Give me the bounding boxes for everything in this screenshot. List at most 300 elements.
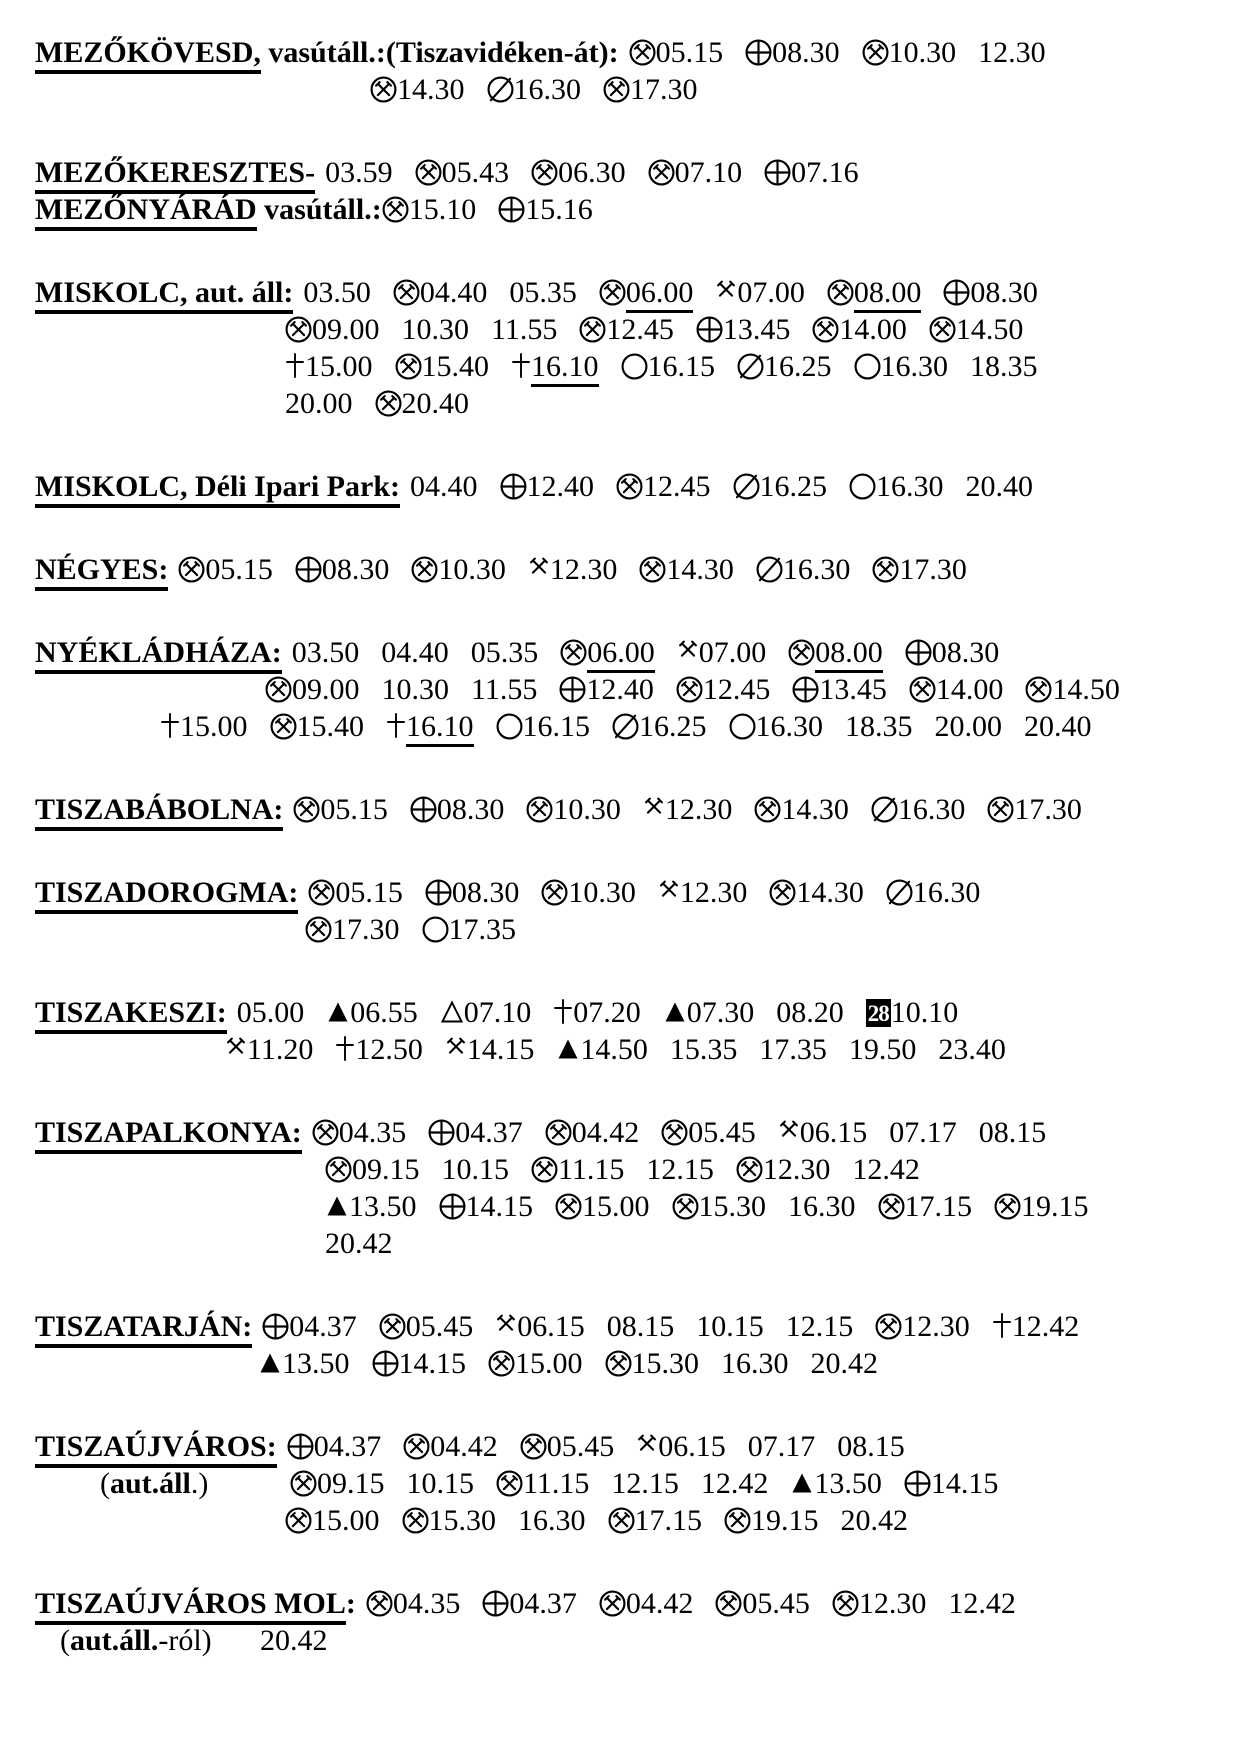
- departure-time: [312, 1116, 407, 1149]
- departure-time: [776, 996, 844, 1029]
- departure-time: [439, 1190, 534, 1223]
- departure-time: [487, 73, 582, 106]
- time-text: 10.15: [441, 1153, 509, 1186]
- station-label: [35, 191, 382, 228]
- station-label: [35, 553, 168, 586]
- departure-time: [292, 636, 360, 669]
- departure-time: [904, 1467, 999, 1500]
- departure-time: [308, 876, 403, 909]
- time-text: 12.30: [762, 1153, 831, 1186]
- plus-icon: [386, 712, 406, 739]
- slash-circled-icon: [733, 473, 760, 500]
- timetable-section: [35, 1308, 1222, 1382]
- departure-time: [663, 996, 755, 1029]
- time-text: 16.15: [522, 710, 590, 743]
- time-text: 20.40: [401, 387, 469, 420]
- departure-time: [500, 470, 595, 503]
- departure-time: [496, 1467, 589, 1500]
- station-label-segment: MISKOLC, Déli Ipari Park:: [35, 470, 400, 508]
- departure-time: [935, 710, 1003, 743]
- hammers-circled-icon: [872, 556, 899, 583]
- departure-time: [672, 1190, 767, 1223]
- hammers-circled-icon: [769, 879, 796, 906]
- triangle-filled-icon: [326, 1000, 350, 1024]
- timetable-row: [35, 994, 1222, 1031]
- time-text: 09.15: [352, 1153, 420, 1186]
- hammers-icon: [658, 878, 680, 900]
- departure-time: [1024, 710, 1092, 743]
- circle-icon: [854, 353, 881, 380]
- timetable-section: [35, 874, 1222, 948]
- time-text: 15.00: [305, 350, 373, 383]
- departure-time: [303, 276, 371, 309]
- time-text: 05.15: [205, 553, 273, 586]
- time-text: 16.10: [531, 350, 599, 387]
- departure-time: [498, 193, 593, 226]
- slash-circled-icon: [886, 879, 913, 906]
- time-text: 11.55: [491, 313, 558, 346]
- time-text: 04.37: [289, 1310, 357, 1343]
- time-text: 08.30: [970, 276, 1038, 309]
- departure-time: [696, 1310, 764, 1343]
- station-label-segment: MEZŐKÖVESD,: [35, 36, 261, 74]
- station-label-segment: (: [60, 1624, 70, 1657]
- time-text: 14.30: [781, 793, 849, 826]
- time-text: 10.30: [401, 313, 469, 346]
- departure-time: [648, 156, 743, 189]
- time-text: 19.50: [848, 1033, 917, 1066]
- hammers-circled-icon: [308, 879, 335, 906]
- hammers-circled-icon: [929, 316, 956, 343]
- time-text: 12.45: [643, 470, 711, 503]
- departure-time: [845, 710, 913, 743]
- station-label-segment: TISZAÚJVÁROS:: [35, 1430, 277, 1468]
- time-text: 10.15: [696, 1310, 764, 1343]
- time-text: 12.15: [785, 1310, 854, 1343]
- departure-time: [611, 1467, 679, 1500]
- timetable-row: [35, 671, 1222, 708]
- circle-icon: [729, 713, 756, 740]
- station-label: [35, 996, 227, 1029]
- departure-time: [616, 470, 711, 503]
- departure-time: [646, 1153, 714, 1186]
- hammers-circled-icon: [370, 76, 397, 103]
- departure-time: [715, 1587, 810, 1620]
- timetable-section: [35, 994, 1222, 1068]
- time-text: 15.35: [669, 1033, 738, 1066]
- departure-time: [966, 470, 1034, 503]
- departure-time: [889, 1116, 957, 1149]
- time-text: 14.15: [930, 1467, 999, 1500]
- time-text: 08.15: [606, 1310, 675, 1343]
- timetable-row: [35, 791, 1222, 828]
- station-label-segment: .): [190, 1467, 209, 1500]
- time-text: 03.50: [303, 276, 371, 309]
- time-text: 12.30: [664, 793, 733, 826]
- hammers-circled-icon: [293, 796, 320, 823]
- time-text: 04.40: [419, 276, 488, 309]
- time-text: 08.00: [815, 636, 883, 673]
- hammers-circled-icon: [265, 676, 292, 703]
- timetable-row: [35, 1585, 1222, 1622]
- departure-time: [382, 673, 450, 706]
- plus-circled-icon: [262, 1313, 289, 1340]
- hammers-circled-icon: [878, 1193, 905, 1220]
- time-text: 07.10: [674, 156, 743, 189]
- time-text: 11.15: [523, 1467, 590, 1500]
- departure-time: [293, 793, 388, 826]
- time-text: 20.40: [1024, 710, 1092, 743]
- timetable-row: [35, 874, 1222, 911]
- departure-time: [849, 470, 944, 503]
- departure-time: [948, 1587, 1016, 1620]
- departure-time: [555, 1190, 650, 1223]
- timetable-section: [35, 154, 1222, 228]
- time-text: 15.00: [515, 1347, 583, 1380]
- time-text: 19.15: [751, 1504, 819, 1537]
- departure-time: [393, 276, 488, 309]
- departure-time: [488, 1347, 583, 1380]
- station-label: [35, 1310, 252, 1343]
- station-label-segment: TISZATARJÁN:: [35, 1310, 252, 1348]
- plus-circled-icon: [498, 196, 525, 223]
- departure-time: [265, 673, 360, 706]
- departure-time: [764, 156, 859, 189]
- box-28-icon: 28: [867, 1001, 889, 1026]
- time-text: 16.25: [764, 350, 832, 383]
- time-text: 07.30: [686, 996, 755, 1029]
- departure-time: [407, 1467, 475, 1500]
- time-text: 16.30: [880, 350, 948, 383]
- time-text: 16.25: [639, 710, 707, 743]
- departure-time: [871, 793, 966, 826]
- departure-time: [790, 1467, 882, 1500]
- hammers-circled-icon: [411, 556, 438, 583]
- time-text: 13.50: [814, 1467, 882, 1500]
- hammers-circled-icon: [616, 473, 643, 500]
- timetable-row: [35, 1345, 1222, 1382]
- hammers-circled-icon: [909, 676, 936, 703]
- circle-icon: [422, 916, 449, 943]
- departure-time: [929, 313, 1024, 346]
- hammers-circled-icon: [403, 1433, 430, 1460]
- station-label-segment: (Tiszavidéken-át):: [385, 36, 619, 69]
- departure-time: [878, 1190, 973, 1223]
- departure-time: [528, 553, 618, 586]
- time-text: 12.42: [852, 1153, 920, 1186]
- time-text: 12.30: [549, 553, 618, 586]
- plus-icon: [285, 352, 305, 379]
- plus-circled-icon: [904, 1470, 931, 1497]
- time-text: 16.15: [647, 350, 715, 383]
- time-text: 12.40: [586, 673, 654, 706]
- slash-circled-icon: [612, 713, 639, 740]
- departure-time: [724, 1504, 819, 1537]
- departure-time: [482, 1587, 577, 1620]
- plus-circled-icon: [439, 1193, 466, 1220]
- time-text: 10.30: [553, 793, 621, 826]
- time-text: 12.30: [978, 36, 1046, 69]
- departure-time: [854, 350, 949, 383]
- departure-time: [285, 350, 373, 383]
- departure-time: [445, 1033, 535, 1066]
- time-text: 17.15: [904, 1190, 972, 1223]
- departure-time: [442, 1153, 510, 1186]
- time-text: 12.30: [858, 1587, 927, 1620]
- timetable-section: [35, 1428, 1222, 1539]
- departure-time: [496, 710, 591, 743]
- time-text: 08.30: [451, 876, 520, 909]
- time-text: 17.30: [1014, 793, 1082, 826]
- station-label: [35, 636, 282, 669]
- station-label-segment: NYÉKLÁDHÁZA:: [35, 636, 282, 674]
- timetable-section: [35, 634, 1222, 745]
- time-text: 10.30: [438, 553, 506, 586]
- time-text: 17.35: [759, 1033, 827, 1066]
- hammers-circled-icon: [415, 159, 442, 186]
- timetable-section: [35, 551, 1222, 588]
- timetable-row: [35, 154, 1222, 191]
- departure-time: [402, 1504, 497, 1537]
- time-text: 15.00: [582, 1190, 650, 1223]
- hammers-circled-icon: [629, 39, 656, 66]
- circle-icon: [621, 353, 648, 380]
- departure-time: [386, 710, 474, 743]
- departure-time: [670, 1033, 738, 1066]
- station-label-segment: :: [345, 1587, 356, 1620]
- departure-time: [258, 1347, 350, 1380]
- time-text: 15.00: [180, 710, 248, 743]
- station-label: [35, 470, 400, 503]
- time-text: 14.00: [839, 313, 907, 346]
- time-text: 06.15: [658, 1430, 726, 1463]
- station-label: [35, 1587, 356, 1620]
- departure-time: [621, 350, 716, 383]
- plus-circled-icon: [410, 796, 437, 823]
- plus-circled-icon: [745, 39, 772, 66]
- hammers-circled-icon: [531, 159, 558, 186]
- departure-time: [827, 276, 922, 309]
- time-text: 16.30: [518, 1504, 586, 1537]
- time-text: 12.50: [355, 1033, 423, 1066]
- hammers-icon: [636, 1432, 658, 1454]
- departure-time: [559, 673, 654, 706]
- station-label: [35, 36, 619, 69]
- time-text: 20.40: [965, 470, 1033, 503]
- departure-time: [422, 913, 517, 946]
- departure-time: [841, 1504, 909, 1537]
- timetable-row: [35, 274, 1222, 311]
- station-label-segment: TISZABÁBOLNA:: [35, 793, 283, 831]
- departure-time: [987, 793, 1082, 826]
- departure-time: [425, 876, 520, 909]
- station-label: [35, 876, 298, 909]
- departure-time: [737, 350, 832, 383]
- departure-time: [970, 350, 1038, 383]
- time-text: 04.37: [455, 1116, 523, 1149]
- time-text: 17.30: [899, 553, 967, 586]
- hammers-circled-icon: [648, 159, 675, 186]
- departure-time: [676, 673, 771, 706]
- hammers-circled-icon: [375, 390, 402, 417]
- time-text: 04.42: [430, 1430, 498, 1463]
- plus-circled-icon: [500, 473, 527, 500]
- time-text: 17.30: [332, 913, 400, 946]
- hammers-circled-icon: [382, 196, 409, 223]
- plus-icon: [511, 352, 531, 379]
- time-text: 09.00: [292, 673, 360, 706]
- time-text: 05.45: [546, 1430, 615, 1463]
- time-text: 07.17: [889, 1116, 957, 1149]
- hammers-circled-icon: [395, 353, 422, 380]
- time-text: 15.30: [428, 1504, 496, 1537]
- triangle-filled-icon: [258, 1351, 282, 1375]
- hammers-icon: [495, 1312, 517, 1334]
- plus-circled-icon: [425, 879, 452, 906]
- time-text: 10.30: [888, 36, 957, 69]
- departure-time: [531, 1153, 624, 1186]
- triangle-filled-icon: [325, 1194, 349, 1218]
- time-text: 12.15: [611, 1467, 679, 1500]
- time-text: 16.30: [876, 470, 944, 503]
- departure-time: [792, 673, 887, 706]
- plus-icon: [160, 712, 180, 739]
- hammers-circled-icon: [531, 1156, 558, 1183]
- timetable-row: [35, 1188, 1222, 1225]
- departure-time: [372, 1347, 467, 1380]
- time-text: 12.42: [1011, 1310, 1080, 1343]
- time-text: 07.20: [573, 996, 641, 1029]
- hammers-circled-icon: [379, 1313, 406, 1340]
- timetable-row: [35, 1151, 1222, 1188]
- departure-time: [754, 793, 849, 826]
- time-text: 16.30: [912, 876, 981, 909]
- hammers-circled-icon: [555, 1193, 582, 1220]
- departure-time: [872, 553, 967, 586]
- time-text: 08.30: [772, 36, 840, 69]
- time-text: 05.00: [236, 996, 305, 1029]
- departure-time: [599, 1587, 694, 1620]
- departure-time: [382, 193, 477, 226]
- departure-time: [325, 1227, 393, 1260]
- departure-time: [748, 1430, 816, 1463]
- timetable-row: [35, 1031, 1222, 1068]
- departure-time: [992, 1310, 1080, 1343]
- departure-time: [471, 673, 537, 706]
- time-text: 08.20: [776, 996, 844, 1029]
- hammers-circled-icon: [754, 796, 781, 823]
- hammers-circled-icon: [672, 1193, 699, 1220]
- time-text: 13.45: [819, 673, 887, 706]
- departure-time: [287, 1430, 382, 1463]
- plus-icon: [553, 998, 573, 1025]
- station-label-segment: -ról): [158, 1624, 212, 1657]
- timetable-row: [35, 1428, 1222, 1465]
- departure-time: [786, 1310, 854, 1343]
- departure-time: [403, 1430, 498, 1463]
- time-text: 17.30: [630, 73, 698, 106]
- time-text: 08.00: [854, 276, 922, 313]
- timetable-row: [35, 71, 1222, 108]
- hammers-circled-icon: [987, 796, 1014, 823]
- hammers-circled-icon: [994, 1193, 1021, 1220]
- hammers-circled-icon: [285, 1507, 312, 1534]
- plus-circled-icon: [792, 676, 819, 703]
- time-text: 05.45: [742, 1587, 810, 1620]
- time-text: 05.45: [405, 1310, 474, 1343]
- departure-time: [285, 387, 353, 420]
- hammers-circled-icon: [832, 1590, 859, 1617]
- time-text: 16.25: [759, 470, 827, 503]
- departure-time: [721, 1347, 789, 1380]
- departure-time: [410, 793, 505, 826]
- timetable-row: [35, 911, 1222, 948]
- timetable-row: [35, 311, 1222, 348]
- slash-circled-icon: [756, 556, 783, 583]
- time-text: 12.42: [948, 1587, 1016, 1620]
- time-text: 12.15: [646, 1153, 714, 1186]
- departure-time: [262, 1310, 357, 1343]
- departure-time: [305, 913, 400, 946]
- time-text: 15.10: [408, 193, 477, 226]
- time-text: 14.15: [465, 1190, 533, 1223]
- time-text: 04.40: [410, 470, 478, 503]
- hammers-circled-icon: [290, 1470, 317, 1497]
- timetable-row: [35, 1465, 1222, 1502]
- timetable-row: [35, 191, 1222, 228]
- time-text: 14.15: [466, 1033, 535, 1066]
- departure-time: [701, 1467, 769, 1500]
- circle-icon: [849, 473, 876, 500]
- time-text: 07.17: [747, 1430, 816, 1463]
- departure-time: [978, 36, 1046, 69]
- departure-time: [440, 996, 532, 1029]
- departure-time: [812, 313, 907, 346]
- plus-circled-icon: [372, 1350, 399, 1377]
- hammers-icon: [778, 1118, 800, 1140]
- station-label-segment: MISKOLC, aut. áll:: [35, 276, 293, 314]
- time-text: 10.10: [890, 996, 959, 1029]
- hammers-circled-icon: [545, 1119, 572, 1146]
- departure-time: [994, 1190, 1089, 1223]
- timetable-row: [35, 1308, 1222, 1345]
- departure-time: [579, 313, 674, 346]
- hammers-circled-icon: [488, 1350, 515, 1377]
- hammers-icon: [677, 638, 699, 660]
- departure-time: [696, 313, 791, 346]
- departure-time: [325, 1190, 417, 1223]
- station-label-segment: MEZŐKERESZTES-: [35, 156, 315, 194]
- departure-time: [160, 710, 248, 743]
- timetable-row: [35, 708, 1222, 745]
- time-text: 14.15: [398, 1347, 466, 1380]
- plus-circled-icon: [943, 279, 970, 306]
- departure-time: [636, 1430, 726, 1463]
- departure-time: [509, 276, 577, 309]
- hammers-circled-icon: [178, 556, 205, 583]
- time-text: 16.30: [897, 793, 966, 826]
- hammers-circled-icon: [736, 1156, 763, 1183]
- departure-time: [607, 1310, 675, 1343]
- time-text: 16.30: [788, 1190, 856, 1223]
- timetable-section: [35, 274, 1222, 422]
- time-text: 14.30: [666, 553, 734, 586]
- timetable-row: [35, 1622, 1222, 1659]
- station-label-segment: (: [100, 1467, 110, 1500]
- departure-time: [612, 710, 707, 743]
- time-text: 13.50: [282, 1347, 350, 1380]
- departure-time: [608, 1504, 703, 1537]
